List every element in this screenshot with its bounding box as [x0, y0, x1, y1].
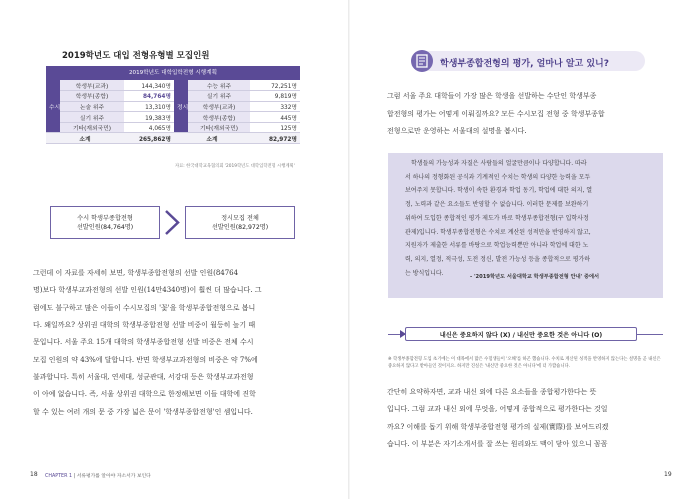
- text-line: 보여주지 못합니다. 학생이 속한 환경과 학업 동기, 학업에 대한 의지, 열: [405, 187, 593, 195]
- table-cell: 소계: [174, 133, 250, 144]
- section-title: 학생부종합전형의 평가, 얼마나 알고 있니?: [440, 59, 609, 69]
- flow-box-line: 선발인원(82,972명): [211, 223, 269, 231]
- table-source: 자료: 한국대학교육협의회 '2019학년도 대학입학전형 시행계획': [175, 164, 295, 169]
- right-page: [350, 0, 700, 499]
- table-cell: 265,862명: [124, 133, 174, 144]
- table-cell: 논술 위주: [60, 101, 124, 112]
- susi-label: 수시: [46, 80, 60, 133]
- footnote: ※ 학생부종합전형 도입 초기에는 이 대목에서 많은 수험생들이 '오해'를 하곤 했습니다. 수치로 계산된 성적을 반영하지 않는다는 설명을 곧 내신은 중요하지 않다고 받아들인 것이지요. 하지만 진실은 '내신만 중요한 것은 아니다'에 더 가깝습니다.: [388, 357, 661, 369]
- table-cell: 실기 위주: [60, 112, 124, 123]
- text-line: 불과합니다. 특히 서울대, 연세대, 성균관대, 서강대 등은 학생부교과전형: [33, 373, 254, 381]
- table-cell: 19,383명: [124, 112, 174, 123]
- page-number: 18: [30, 471, 38, 478]
- text-line: 는 방식입니다.: [405, 269, 444, 277]
- text-line: 위하여 도입한 종합적인 평가 제도가 바로 학생부종합전형(구 입학사정: [405, 214, 589, 222]
- jeongsi-label: 정시: [174, 80, 188, 133]
- chapter-title: 서류평가를 알아야 자소서가 보인다: [76, 474, 151, 479]
- text-line: 합전형의 평가는 어떻게 이뤄질까요? 모든 수시모집 전형 중 학생부종합: [387, 110, 605, 118]
- text-line: 입니다. 그럼 교과 내신 외에 무엇을, 어떻게 종합적으로 평가한다는 것일: [387, 405, 608, 413]
- admission-table: [46, 66, 300, 144]
- table-cell: 수능 위주: [188, 80, 250, 91]
- text-line: 할 수 있는 여러 개의 문 중 가장 넓은 문이 '학생부종합전형'인 셈입니다.: [33, 408, 253, 416]
- quote-source: - '2019학년도 서울대학교 학생부종합전형 안내' 중에서: [470, 274, 600, 280]
- flow-box-susi: [50, 206, 160, 239]
- table-cell: 13,310명: [124, 101, 174, 112]
- ox-question: 내신은 중요하지 않다 (X) / 내신만 중요한 것은 아니다 (O): [405, 327, 637, 341]
- divider: [637, 334, 663, 335]
- table-cell: 445명: [250, 112, 300, 123]
- chapter-label: CHAPTER 1: [45, 474, 73, 479]
- table-title: 2019학년도 대입 전형유형별 모집인원: [62, 51, 210, 61]
- text-line: 학생들의 가능성과 자질은 사람들의 얼굴만큼이나 다양합니다. 따라: [411, 160, 587, 167]
- text-line: 그럼 서울 주요 대학들이 가장 많은 학생을 선발하는 수단인 학생부종: [387, 92, 597, 100]
- flow-box-line: 선발인원(84,764명): [76, 223, 134, 231]
- text-line: 지원자가 제출한 서류를 바탕으로 학업능력뿐만 아니라 학업에 대한 노: [405, 242, 589, 250]
- table-cell: 학생부(종합): [188, 112, 250, 123]
- text-line: 정, 노력과 같은 요소들도 반영할 수 없습니다. 이러한 문제를 보완하기: [405, 201, 589, 209]
- table-cell: 소계: [46, 133, 124, 144]
- text-line: 전형으로만 운영하는 서울대의 설명을 봅시다.: [387, 127, 527, 135]
- text-line: 명)보다 학생부교과전형의 선발 인원(14만4340명)이 훨씬 더 많습니다. 그: [33, 286, 262, 294]
- table-cell: 기타(재외국민): [60, 122, 124, 133]
- notebook-icon: [411, 50, 433, 72]
- text-line: 이 아예 없습니다. 즉, 서울 상위권 대학으로 한정해보면 이들 대학에 진학: [33, 390, 256, 398]
- text-line: 서 하나의 정형화된 공식과 기계적인 수치는 학생의 다양한 능력을 모두: [405, 173, 591, 181]
- chevron-right-icon: [163, 209, 181, 236]
- table-cell: 학생부(교과): [60, 80, 124, 91]
- table-cell: 기타(재외국민): [188, 122, 250, 133]
- text-line: 럼에도 불구하고 많은 이들이 수시모집의 '꽃'을 학생부종합전형으로 봅니: [33, 304, 256, 312]
- text-line: 간단히 요약하자면, 교과 내신 외에 다른 요소들을 종합평가한다는 뜻: [387, 388, 597, 396]
- text-line: 까요? 이해를 돕기 위해 학생부종합전형 평가의 실제(實際)를 보여드리겠: [387, 423, 609, 431]
- text-line: 모집 인원의 약 43%에 달합니다. 반면 학생부교과전형의 비중은 약 7%에: [33, 356, 258, 364]
- table-cell: 125명: [250, 122, 300, 133]
- table-cell: 82,972명: [250, 133, 300, 144]
- table-row: [46, 112, 300, 123]
- flow-box-line: 정시모집 전체: [221, 214, 259, 222]
- quote-text: [405, 157, 649, 280]
- text-line: 습니다. 이 부분은 자기소개서를 잘 쓰는 원리와도 맥이 닿아 있으니 꼼꼼: [387, 440, 608, 448]
- table-row: [46, 101, 300, 112]
- table-header: 2019학년도 대학입학전형 시행계획: [46, 66, 300, 80]
- table-cell: 84,764명: [124, 91, 174, 102]
- table-row: [46, 91, 300, 102]
- page-number: 19: [664, 471, 672, 478]
- table-cell: 144,340명: [124, 80, 174, 91]
- text-line: 다. 왜일까요? 상위권 대학의 학생부종합전형 선발 비중이 월등히 높기 때: [33, 321, 256, 329]
- table-cell: 332명: [250, 101, 300, 112]
- flow-box-jeongsi: [185, 206, 295, 239]
- table-cell: 실기 위주: [188, 91, 250, 102]
- table-total-row: [46, 133, 300, 144]
- flow-box-line: 수시 학생부종합전형: [77, 214, 133, 222]
- table-cell: 4,065명: [124, 122, 174, 133]
- text-line: 그런데 이 자료를 자세히 보면, 학생부종합전형의 선발 인원(84764: [33, 269, 239, 277]
- table-row: [46, 80, 300, 91]
- table-cell: 72,251명: [250, 80, 300, 91]
- text-line: 관제)입니다. 학생부종합전형은 수치로 계산된 성적만을 반영하지 않고,: [405, 228, 591, 236]
- table-cell: 학생부(종합): [60, 91, 124, 102]
- table-row: [46, 122, 300, 133]
- text-line: 문입니다. 서울 주요 15개 대학의 학생부종합전형 선발 비중은 전체 수시: [33, 338, 254, 346]
- chapter-footer: CHAPTER 1 | 서류평가를 알아야 자소서가 보인다: [45, 474, 151, 479]
- table-cell: 학생부(교과): [188, 101, 250, 112]
- table-cell: 9,819명: [250, 91, 300, 102]
- text-line: 력, 의지, 열정, 적극성, 도전 정신, 발전 가능성 등을 종합적으로 평가하: [405, 255, 591, 263]
